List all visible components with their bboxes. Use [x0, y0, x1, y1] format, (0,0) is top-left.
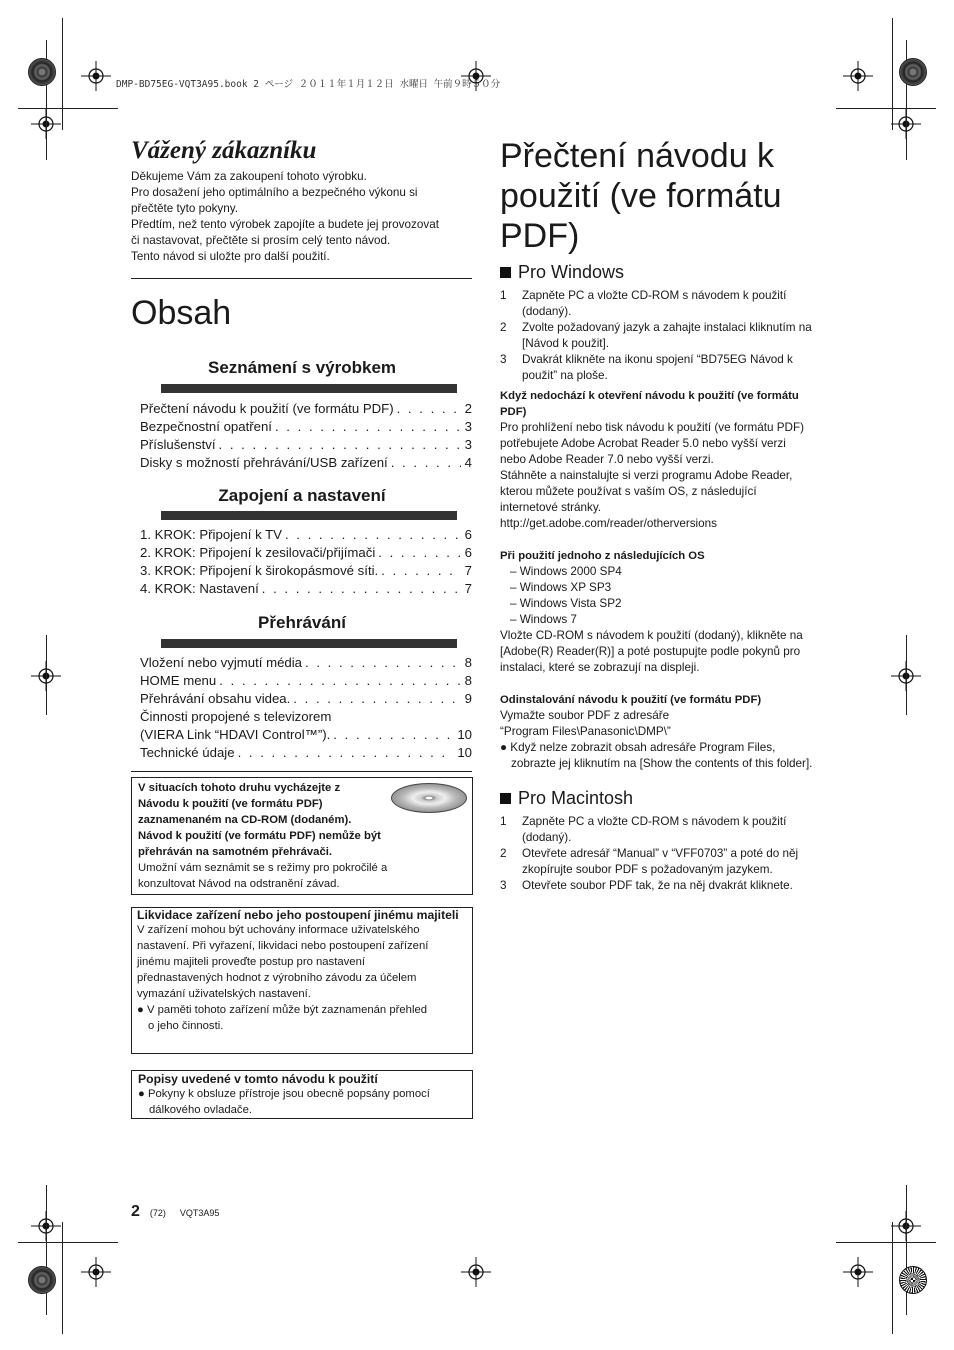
windows-heading: Pro Windows: [500, 262, 624, 283]
crop-line: [906, 1185, 907, 1315]
greeting-line: Děkujeme Vám za zakoupení tohoto výrobku.: [131, 170, 367, 183]
os-item: – Windows 7: [510, 613, 577, 626]
cd-rom-notice-box: [131, 777, 473, 895]
greeting-line: přečtěte tyto pokyny.: [131, 202, 238, 215]
subheading: Odinstalování návodu k použití (ve formátu PDF): [500, 694, 762, 706]
toc-title: Obsah: [131, 294, 232, 332]
disposal-bullet: ● V paměti tohoto zařízení může být zaznamenán přehled: [137, 1004, 428, 1016]
toc-section-heading: Seznámení s výrobkem: [207, 358, 397, 377]
notice-line: konzultovat Návod na odstranění závad.: [138, 878, 340, 890]
crop-line: [836, 1242, 936, 1243]
notice-line: Návodu k použití (ve formátu PDF): [138, 798, 323, 810]
toc-item[interactable]: 1. KROK: Připojení k TV . . . 6: [140, 526, 472, 544]
disposal-line: přednastavených hodnot z výrobního závodu za účelem: [137, 972, 417, 984]
os-item: – Windows Vista SP2: [510, 597, 622, 610]
title-line: použití (ve formátu: [500, 177, 782, 215]
toc-item[interactable]: Vložení nebo vyjmutí média . . . 8: [140, 654, 472, 672]
doc-code: VQT3A95: [179, 1208, 220, 1218]
crop-line: [46, 635, 47, 715]
registration-mark-icon: [843, 61, 873, 91]
adobe-link[interactable]: http://get.adobe.com/reader/otherversions: [500, 517, 717, 530]
disposal-title: Likvidace zařízení nebo jeho postoupení jinému majiteli: [137, 908, 459, 922]
disposal-line: nastavení. Při vyřazení, likvidaci nebo postoupení zařízení: [137, 940, 429, 952]
crop-line: [836, 108, 936, 109]
toc-item[interactable]: Přehrávání obsahu videa. . . . 9: [140, 690, 472, 708]
divider: [131, 771, 472, 772]
descriptions-title: Popisy uvedené v tomto návodu k použití: [138, 1072, 378, 1086]
notice-line: Návod k použití (ve formátu PDF) nemůže být: [138, 830, 381, 842]
subheading: Při použití jednoho z následujících OS: [500, 550, 705, 562]
square-bullet-icon: [500, 267, 511, 278]
toc-item[interactable]: HOME menu . . . 8: [140, 672, 472, 690]
descriptions-bullet: ● Pokyny k obsluze přístroje jsou obecně popsány pomocí: [138, 1088, 430, 1100]
windows-steps: [500, 288, 845, 384]
registration-mark-icon: [843, 1257, 873, 1287]
greeting-line: či nastavovat, přečtěte si prosím celý tento návod.: [131, 234, 391, 247]
notice-line: přehráván na samotném přehrávači.: [138, 846, 333, 858]
toc-item[interactable]: (VIERA Link “HDAVI Control™”). . . . 10: [140, 726, 472, 744]
notice-line: V situacích tohoto druhu vycházejte z: [138, 782, 341, 794]
toc-item[interactable]: 2. KROK: Připojení k zesilovači/přijímači . . . 6: [140, 544, 472, 562]
divider: [131, 278, 472, 279]
toc-item[interactable]: Přečtení návodu k použití (ve formátu PDF) . . . 2: [140, 400, 472, 418]
crop-line: [18, 108, 118, 109]
toc-list: [140, 400, 472, 472]
page-ref: (72): [149, 1208, 166, 1218]
step-item: 3 Dvakrát klikněte na ikonu spojení “BD75EG Návod k použit” na ploše.: [500, 353, 793, 382]
notice-line: Umožní vám seznámit se s režimy pro pokročilé a: [138, 862, 388, 874]
step-item: 1 Zapněte PC a vložte CD-ROM s návodem k použití (dodaný).: [500, 289, 787, 318]
mac-steps: [500, 814, 845, 894]
cd-rom-icon: [391, 783, 467, 813]
no-open-section: Když nedochází k otevření návodu k použití (ve formátu PDF) Pro prohlížení nebo tisk návodu k použití (ve formátu PDF) potřebujete Adobe Acrobat Reader 5.0 nebo vyšší verzi nebo Adobe Reader 7.0 nebo vyšší verzi. Stáhněte a nainstalujte si verzi programu Adobe Reader, kterou můžete používat s vaším OS, z následující internetové stránky. http://get.adobe.com/reader/otherversions: [500, 388, 850, 532]
print-header: DMP-BD75EG-VQT3A95.book 2 ページ ２０１１年１月１２日 水曜日 午前９時５０分: [116, 79, 501, 90]
disposal-line: V zařízení mohou být uchovány informace uživatelského: [137, 924, 420, 936]
crop-line: [62, 18, 63, 130]
greeting-line: Tento návod si uložte pro další použití.: [131, 250, 330, 263]
uninstall-section: Odinstalování návodu k použití (ve formátu PDF) Vymažte soubor PDF z adresáře “Program Files\Panasonic\DMP\” ● Když nelze zobrazit obsah adresáře Program Files, zobrazte jej kliknutím na [Show the contents of this folder].: [500, 692, 850, 772]
notice-line: zaznamenaném na CD-ROM (dodaném).: [138, 814, 352, 826]
section-bar: [161, 384, 457, 393]
toc-item[interactable]: Příslušenství . . . 3: [140, 436, 472, 454]
toc-item[interactable]: Technické údaje . . . 10: [140, 744, 472, 762]
title-line: PDF): [500, 217, 580, 255]
os-item: – Windows XP SP3: [510, 581, 612, 594]
crop-line: [906, 635, 907, 715]
toc-section-heading: Zapojení a nastavení: [218, 486, 386, 505]
os-section: Při použití jednoho z následujících OS – Windows 2000 SP4 – Windows XP SP3 – Windows Vista SP2 – Windows 7 Vložte CD-ROM s návodem k použití (dodaný), klikněte na [Adobe(R) Reader(R)] a poté postupujte podle pokynů pro instalaci, které se zobrazují na displeji.: [500, 548, 850, 676]
subheading: Když nedochází k otevření návodu k použití (ve formátu: [500, 390, 799, 402]
toc-item[interactable]: Bezpečnostní opatření . . . 3: [140, 418, 472, 436]
toc-section-heading: Přehrávání: [258, 613, 346, 632]
toc-item[interactable]: Disky s možností přehrávání/USB zařízení . . . 4: [140, 454, 472, 472]
disposal-box: [131, 907, 473, 1054]
crop-line: [892, 1222, 893, 1334]
color-bar-icon: [899, 58, 927, 86]
greeting-line: Předtím, než tento výrobek zapojíte a budete jej provozovat: [131, 218, 439, 231]
disposal-bullet: o jeho činnosti.: [148, 1020, 224, 1032]
section-bar: [161, 639, 457, 648]
descriptions-box: [131, 1070, 473, 1119]
os-item: – Windows 2000 SP4: [510, 565, 622, 578]
section-bar: [161, 511, 457, 520]
mac-heading: Pro Macintosh: [500, 788, 633, 809]
page-number: 2: [131, 1203, 140, 1220]
greeting-line: Pro dosažení jeho optimálního a bezpečného výkonu si: [131, 186, 418, 199]
color-bar-icon: [28, 58, 56, 86]
toc-item[interactable]: Činnosti propojené s televizorem: [140, 709, 332, 724]
square-bullet-icon: [500, 793, 511, 804]
disposal-line: jinému majiteli proveďte postup pro nastavení: [137, 956, 365, 968]
greeting-title: Vážený zákazníku: [131, 137, 317, 164]
step-item: 1 Zapněte PC a vložte CD-ROM s návodem k použití (dodaný).: [500, 815, 787, 844]
subheading: PDF): [500, 406, 527, 418]
crop-line: [18, 1242, 118, 1243]
toc-item[interactable]: 4. KROK: Nastavení . . . 7: [140, 580, 472, 598]
title-line: Přečtení návodu k: [500, 137, 775, 175]
crop-line: [46, 1185, 47, 1315]
page-footer: [131, 1203, 233, 1221]
step-item: 3 Otevřete soubor PDF tak, že na něj dvakrát kliknete.: [500, 879, 793, 892]
pdf-section-title: [500, 136, 800, 256]
toc-list: [140, 654, 472, 762]
descriptions-bullet: dálkového ovladače.: [149, 1104, 253, 1116]
registration-mark-icon: [81, 1257, 111, 1287]
toc-item[interactable]: 3. KROK: Připojení k širokopásmové síti. . . . 7: [140, 562, 472, 580]
crop-line: [62, 1222, 63, 1334]
step-item: 2 Zvolte požadovaný jazyk a zahajte instalaci kliknutím na [Návod k použit].: [500, 321, 812, 350]
disposal-line: vymazání uživatelských nastavení.: [137, 988, 311, 1000]
color-bar-icon: [28, 1266, 56, 1294]
registration-mark-icon: [81, 61, 111, 91]
toc-list: [140, 526, 472, 598]
star-target-icon: [899, 1266, 927, 1294]
registration-mark-icon: [461, 61, 491, 91]
greeting-body: [131, 169, 476, 265]
crop-line: [892, 18, 893, 130]
registration-mark-icon: [461, 1257, 491, 1287]
step-item: 2 Otevřete adresář “Manual” v “VFF0703” a poté do něj zkopírujte soubor PDF s požadovaným jazykem.: [500, 847, 799, 876]
